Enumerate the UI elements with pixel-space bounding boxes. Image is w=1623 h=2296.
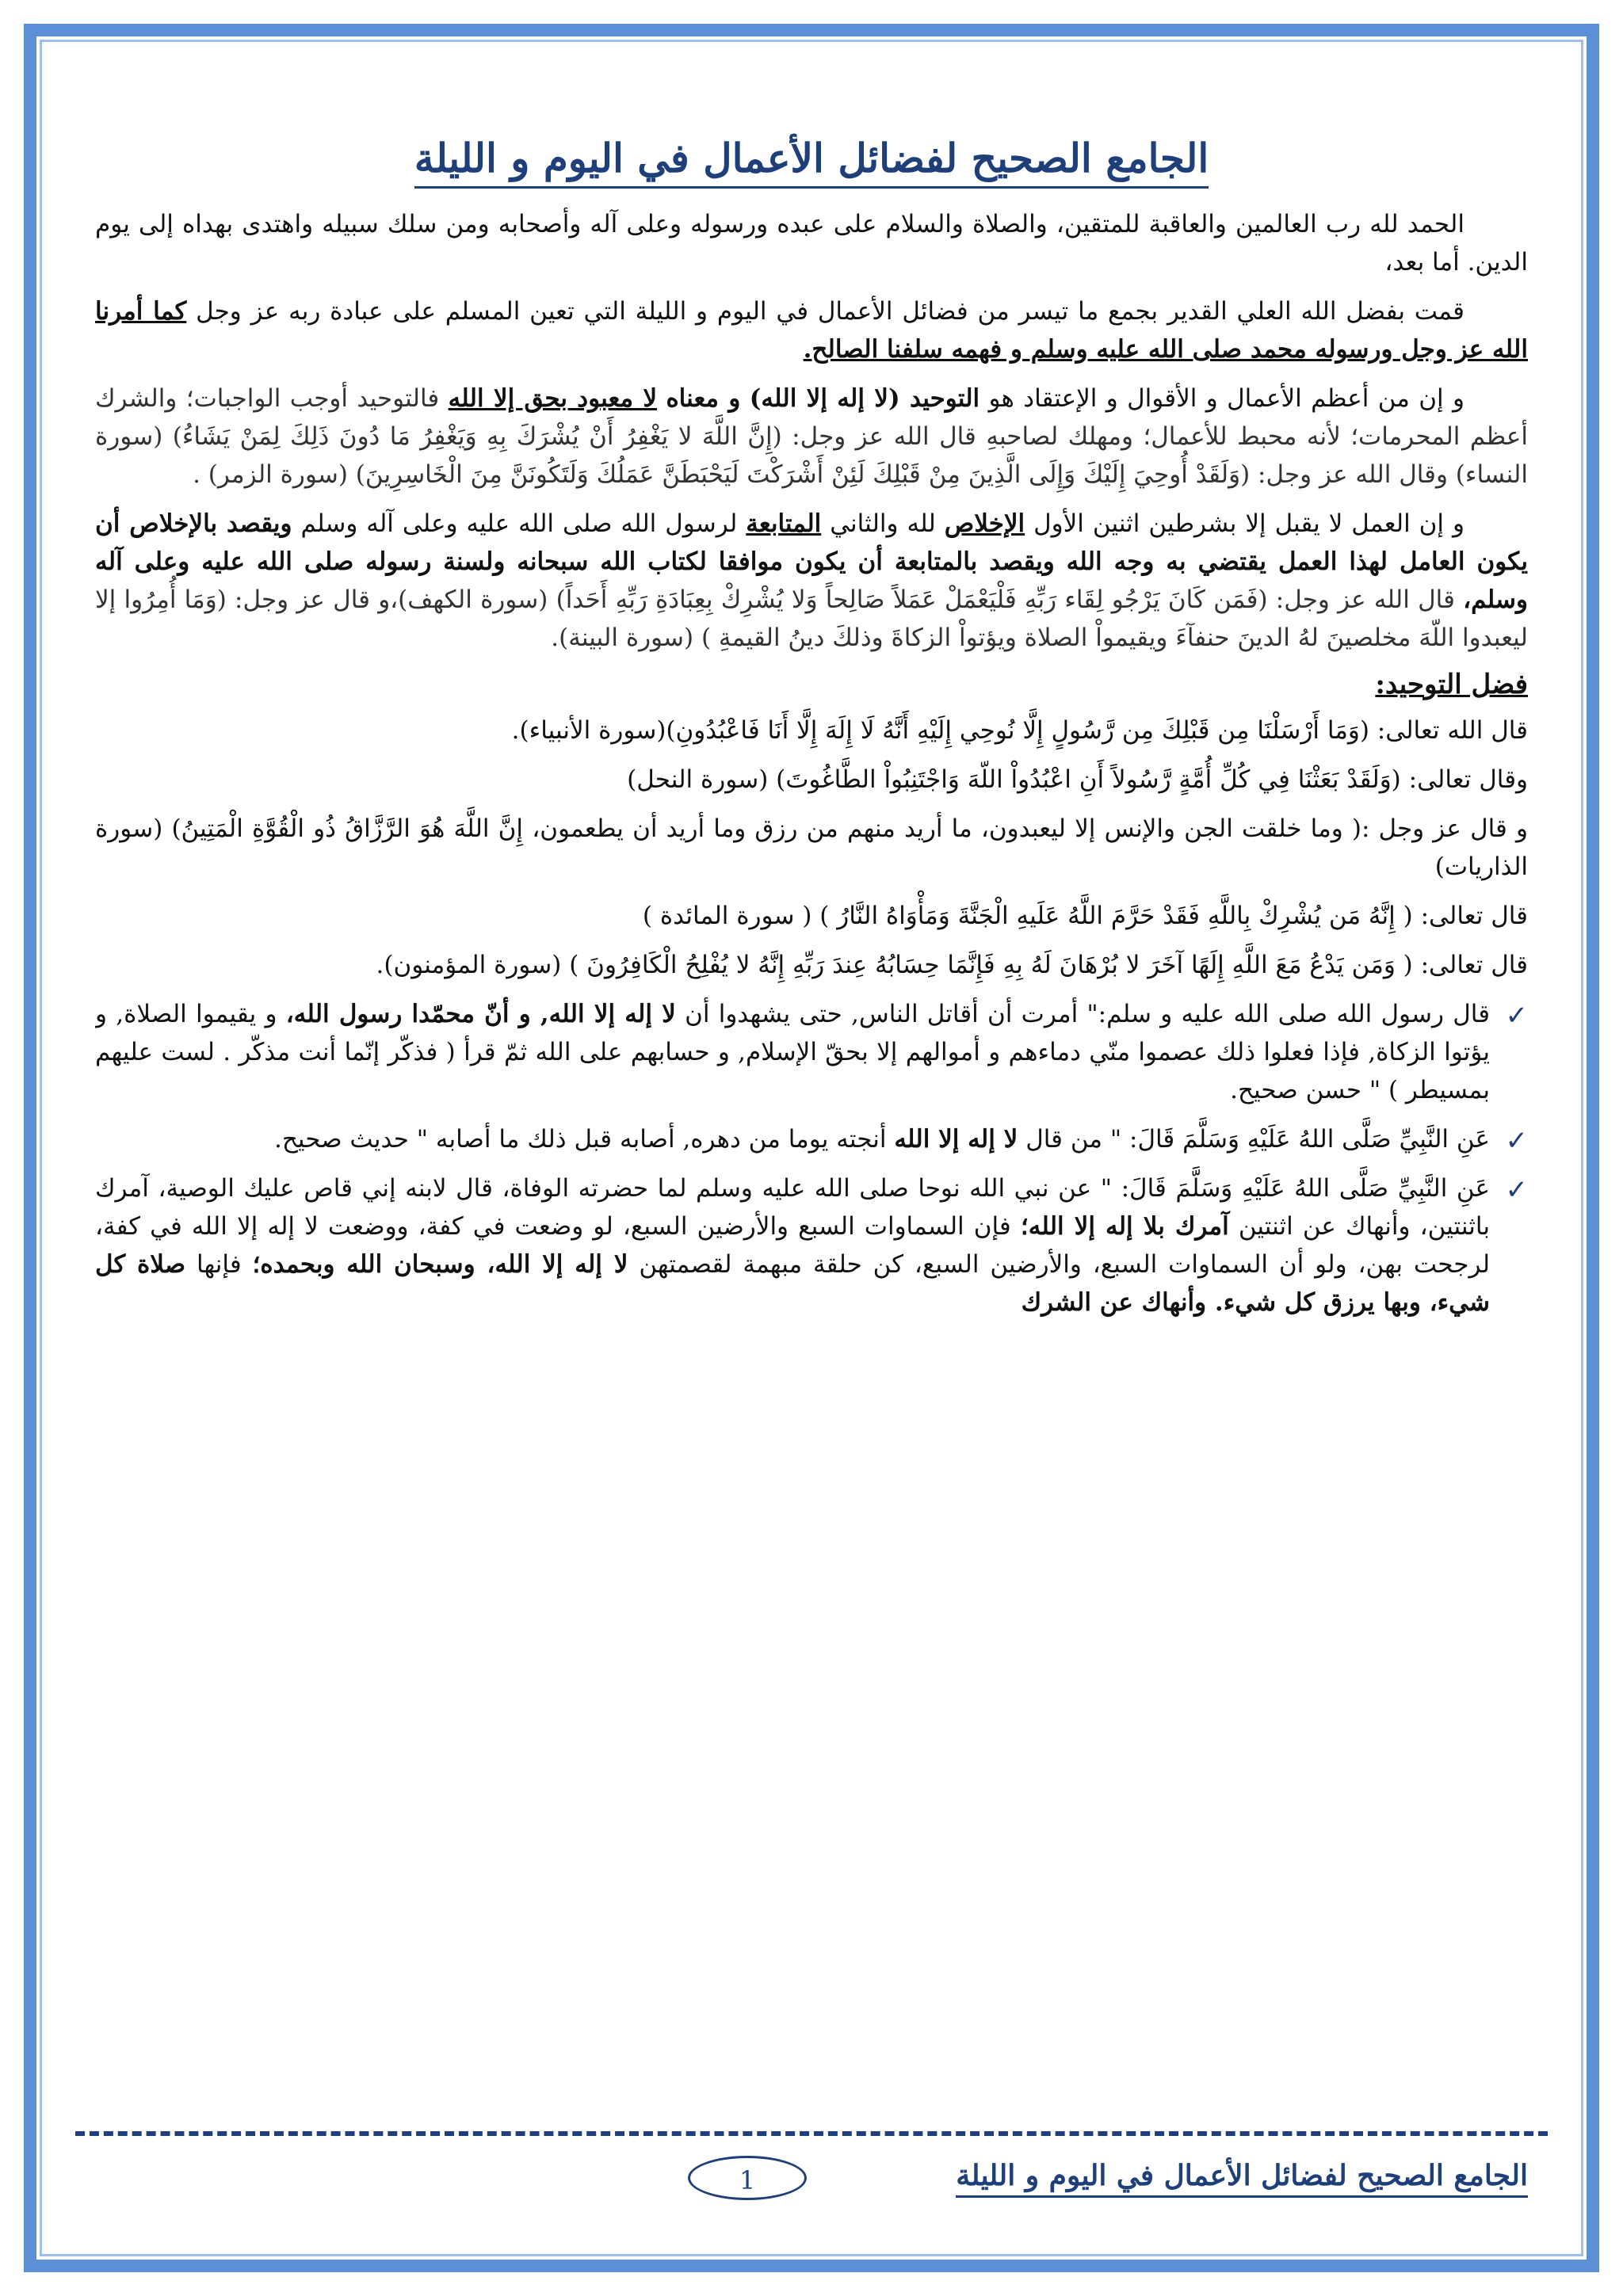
page-number: 1 <box>688 2156 807 2200</box>
page-footer <box>95 2151 1528 2214</box>
page-title: الجامع الصحيح لفضائل الأعمال في اليوم و الليلة <box>95 135 1528 181</box>
mutabaa-term: المتابعة <box>746 509 822 539</box>
checkmark-icon: ✓ <box>1505 1173 1528 1206</box>
verse-3: و قال عز وجل :( وما خلقت الجن والإنس إلا ليعبدون، ما أريد منهم من رزق وما أريد أن يطعمون، إِنَّ اللَّهَ هُوَ الرَّزَّاقُ ذُو الْقُوَّةِ الْمَتِينُ) (سورة الذاريات) <box>95 814 1528 881</box>
conditions-paragraph: و إن العمل لا يقبل إلا بشرطين اثنين الأول الإخلاص لله والثاني المتابعة لرسول الله صلى الله عليه وعلى آله وسلم ويقصد بالإخلاص أن يكون العامل لهذا العمل يقتضي به وجه الله ويقصد بالمتابعة أن يكون موافقا لكتاب الله سبحانه ولسنة رسوله صلى الله عليه وعلى آله وسلم، قال الله عز وجل: (فَمَن كَانَ يَرْجُو لِقَاء رَبِّهِ فَلْيَعْمَلْ عَمَلاً صَالِحاً وَلا يُشْرِكْ بِعِبَادَةِ رَبِّهِ أَحَداً) (سورة الكهف)،و قال عز وجل: (وَمَا أُمِرُوا إلا ليعبدوا اللّهَ مخلصينَ لهُ الدينَ حنفآءَ ويقيمواْ الصلاة ويؤتواْ الزكاةَ وذلكَ دينُ القيمةِ ) (سورة البينة). <box>95 509 1528 653</box>
verse-2: وقال تعالى: (وَلَقَدْ بَعَثْنَا فِي كُلِّ أُمَّةٍ رَّسُولاً أَنِ اعْبُدُواْ اللّهَ وَاجْتَنِبُواْ الطَّاغُوتَ) (سورة النحل) <box>627 765 1528 794</box>
checkmark-icon: ✓ <box>1505 1124 1528 1157</box>
verse-5: قال تعالى: ( وَمَن يَدْعُ مَعَ اللَّهِ إِلَهًا آخَرَ لا بُرْهَانَ لَهُ بِهِ فَإِنَّمَا حِسَابُهُ عِندَ رَبِّهِ إِنَّهُ لا يُفْلِحُ الْكَافِرُونَ ) (سورة المؤمنون). <box>376 950 1528 979</box>
tawhid-paragraph: و إن من أعظم الأعمال و الأقوال و الإعتقاد هو التوحيد (لا إله إلا الله) و معناه لا معبود بحق إلا الله فالتوحيد أوجب الواجبات؛ والشرك أعظم المحرمات؛ لأنه محبط للأعمال؛ ومهلك لصاحبهِ قال الله عز وجل: (إِنَّ اللَّهَ لا يَغْفِرُ أَنْ يُشْرَكَ بِهِ وَيَغْفِرُ مَا دُونَ ذَلِكَ لِمَنْ يَشَاءُ) (سورة النساء) وقال الله عز وجل: (وَلَقَدْ أُوحِيَ إِلَيْكَ وَإِلَى الَّذِينَ مِنْ قَبْلِكَ لَئِنْ أَشْرَكْتَ لَيَحْبَطَنَّ عَمَلُكَ وَلَتَكُونَنَّ مِنَ الْخَاسِرِينَ) (سورة الزمر) . <box>95 384 1528 490</box>
section-heading: فضل التوحيد: <box>1375 668 1528 700</box>
purpose-paragraph: قمت بفضل الله العلي القدير بجمع ما تيسر من فضائل الأعمال في اليوم و الليلة التي تعين المسلم على عبادة ربه عز وجل كما أمرنا الله عز وجل ورسوله محمد صلى الله عليه وسلم و فهمه سلفنا الصالح. <box>95 297 1528 364</box>
ikhlas-term: الإخلاص <box>944 509 1025 539</box>
hadith-item: ✓ عَنِ النَّبِيِّ صَلَّى اللهُ عَلَيْهِ وَسَلَّمَ قَالَ: " عن نبي الله نوحا صلى الله عليه وسلم لما حضرته الوفاة، قال لابنه إني قاص عليك الوصية، آمرك باثنتين، وأنهاك عن اثنتين آمرك بلا إله إلا الله؛ فإن السماوات السبع والأرضين السبع، لو وضعت في كفة، ووضعت لا إله إلا الله في كفة، لرجحت بهن، ولو أن السماوات السبع، والأرضين السبع، كن حلقة مبهمة لقصمتهن لا إله إلا الله، وسبحان الله وبحمده؛ فإنها صلاة كل شيء، وبها يرزق كل شيء. وأنهاك عن الشرك <box>95 1169 1528 1322</box>
conditions-explanation: ويقصد بالإخلاص أن يكون العامل لهذا العمل يقتضي به وجه الله ويقصد بالمتابعة أن يكون موافقا لكتاب الله سبحانه ولسنة رسوله صلى الله عليه وعلى آله وسلم، <box>95 509 1528 615</box>
verse-1: قال الله تعالى: (وَمَا أَرْسَلْنَا مِن قَبْلِكَ مِن رَّسُولٍ إِلَّا نُوحِي إِلَيْهِ أَنَّهُ لَا إِلَهَ إِلَّا أَنَا فَاعْبُدُونِ)(سورة الأنبياء). <box>511 715 1528 745</box>
checkmark-icon: ✓ <box>1505 999 1528 1032</box>
verse-4: قال تعالى: ( إِنَّهُ مَن يُشْرِكْ بِاللَّهِ فَقَدْ حَرَّمَ اللَّهُ عَلَيهِ الْجَنَّةَ وَمَأْوَاهُ النَّارُ ) ( سورة المائدة ) <box>642 901 1528 930</box>
footer-title: الجامع الصحيح لفضائل الأعمال في اليوم و الليلة <box>956 2159 1528 2198</box>
hadith-list <box>95 995 1528 1322</box>
footer-divider <box>75 2131 1548 2136</box>
hadith-item: ✓ عَنِ النَّبِيِّ صَلَّى اللهُ عَلَيْهِ وَسَلَّمَ قَالَ: " من قال لا إله إلا الله أنجته يوما من دهره, أصابه قبل ذلك ما أصابه " حديث صحيح. <box>95 1120 1528 1158</box>
page-content <box>95 95 1528 2111</box>
intro-paragraph: الحمد لله رب العالمين والعاقبة للمتقين، والصلاة والسلام على عبده ورسوله وعلى آله وأصحابه ومن سلك سبيله واهتدى بهداه إلى يوم الدين. أما بعد، <box>95 210 1528 277</box>
tawhid-term: التوحيد (لا إله إلا الله) <box>749 384 980 414</box>
tawhid-meaning: لا معبود بحق إلا الله <box>448 384 658 414</box>
hadith-item: ✓ قال رسول الله صلى الله عليه و سلم:" أمرت أن أقاتل الناس, حتى يشهدوا أن لا إله إلا الله, و أنّ محمّدا رسول الله، و يقيموا الصلاة, و يؤتوا الزكاة, فإذا فعلوا ذلك عصموا منّي دماءهم و أموالهم إلا بحقّ الإسلام, و حسابهم على الله ثمّ قرأ ( فذكّر إنّما أنت مذكّر . لست عليهم بمسيطر ) " حسن صحيح. <box>95 995 1528 1109</box>
purpose-emphasis: كما أمرنا الله عز وجل ورسوله محمد صلى الله عليه وسلم و فهمه سلفنا الصالح. <box>95 297 1528 364</box>
